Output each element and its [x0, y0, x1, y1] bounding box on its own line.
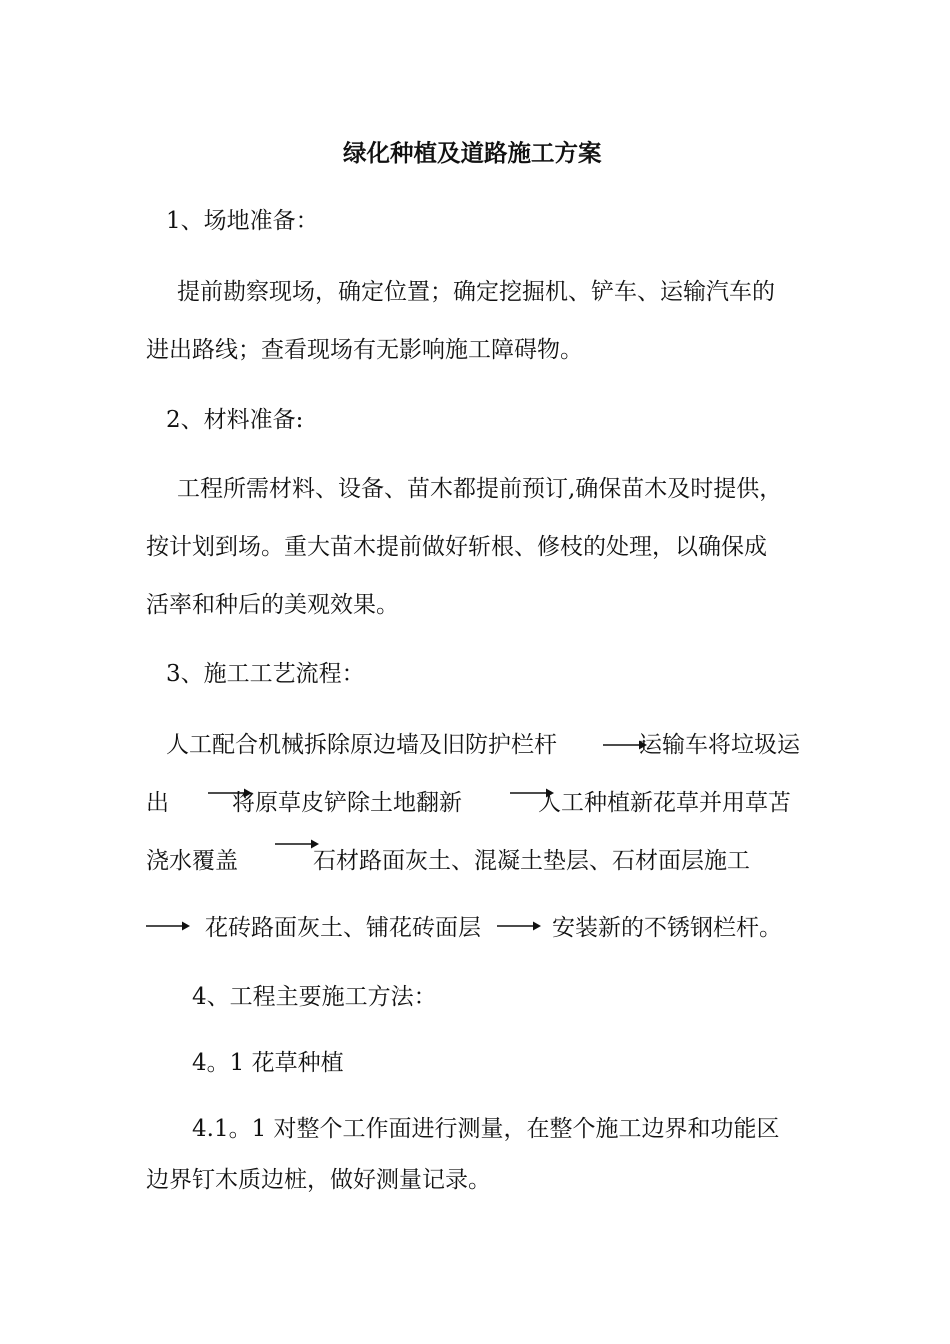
- right-arrow-icon: [146, 918, 190, 934]
- section-2-paragraph-line: 活率和种后的美观效果。: [146, 592, 399, 618]
- section-2-paragraph-line: 按计划到场。重大苗木提前做好斩根、修枝的处理，以确保成: [146, 534, 767, 560]
- section-1-paragraph-line: 提前勘察现场，确定位置；确定挖掘机、铲车、运输汽车的: [177, 279, 775, 305]
- section-4-1-1-paragraph-line: 边界钉木质边桩，做好测量记录。: [146, 1167, 491, 1193]
- flow-step: 浇水覆盖: [146, 848, 238, 874]
- section-1-paragraph-line: 进出路线；查看现场有无影响施工障碍物。: [146, 337, 583, 363]
- section-3-heading: 3、施工工艺流程：: [166, 661, 365, 687]
- right-arrow-icon: [497, 918, 541, 934]
- section-4-heading: 4、工程主要施工方法：: [192, 984, 437, 1010]
- flow-step: 运输车将垃圾运: [639, 732, 800, 758]
- section-2-heading: 2、材料准备:: [166, 407, 304, 433]
- document-title: 绿化种植及道路施工方案: [343, 139, 602, 167]
- section-4-1-1-paragraph-line: 4.1。1 对整个工作面进行测量，在整个施工边界和功能区: [192, 1116, 780, 1142]
- section-4-1-heading: 4。1 花草种植: [192, 1050, 344, 1076]
- flow-step: 人工配合机械拆除原边墙及旧防护栏杆: [166, 732, 557, 758]
- flow-step: 石材路面灰土、混凝土垫层、石材面层施工: [313, 848, 750, 874]
- flow-step: 花砖路面灰土、铺花砖面层: [205, 915, 481, 941]
- flow-step: 人工种植新花草并用草苫: [538, 790, 791, 816]
- flow-step: 出: [146, 790, 169, 816]
- flow-step: 将原草皮铲除土地翻新: [232, 790, 462, 816]
- section-1-heading: 1、场地准备：: [166, 208, 319, 234]
- section-2-paragraph-line: 工程所需材料、设备、苗木都提前预订,确保苗木及时提供，: [177, 476, 783, 502]
- flow-step: 安装新的不锈钢栏杆。: [552, 915, 782, 941]
